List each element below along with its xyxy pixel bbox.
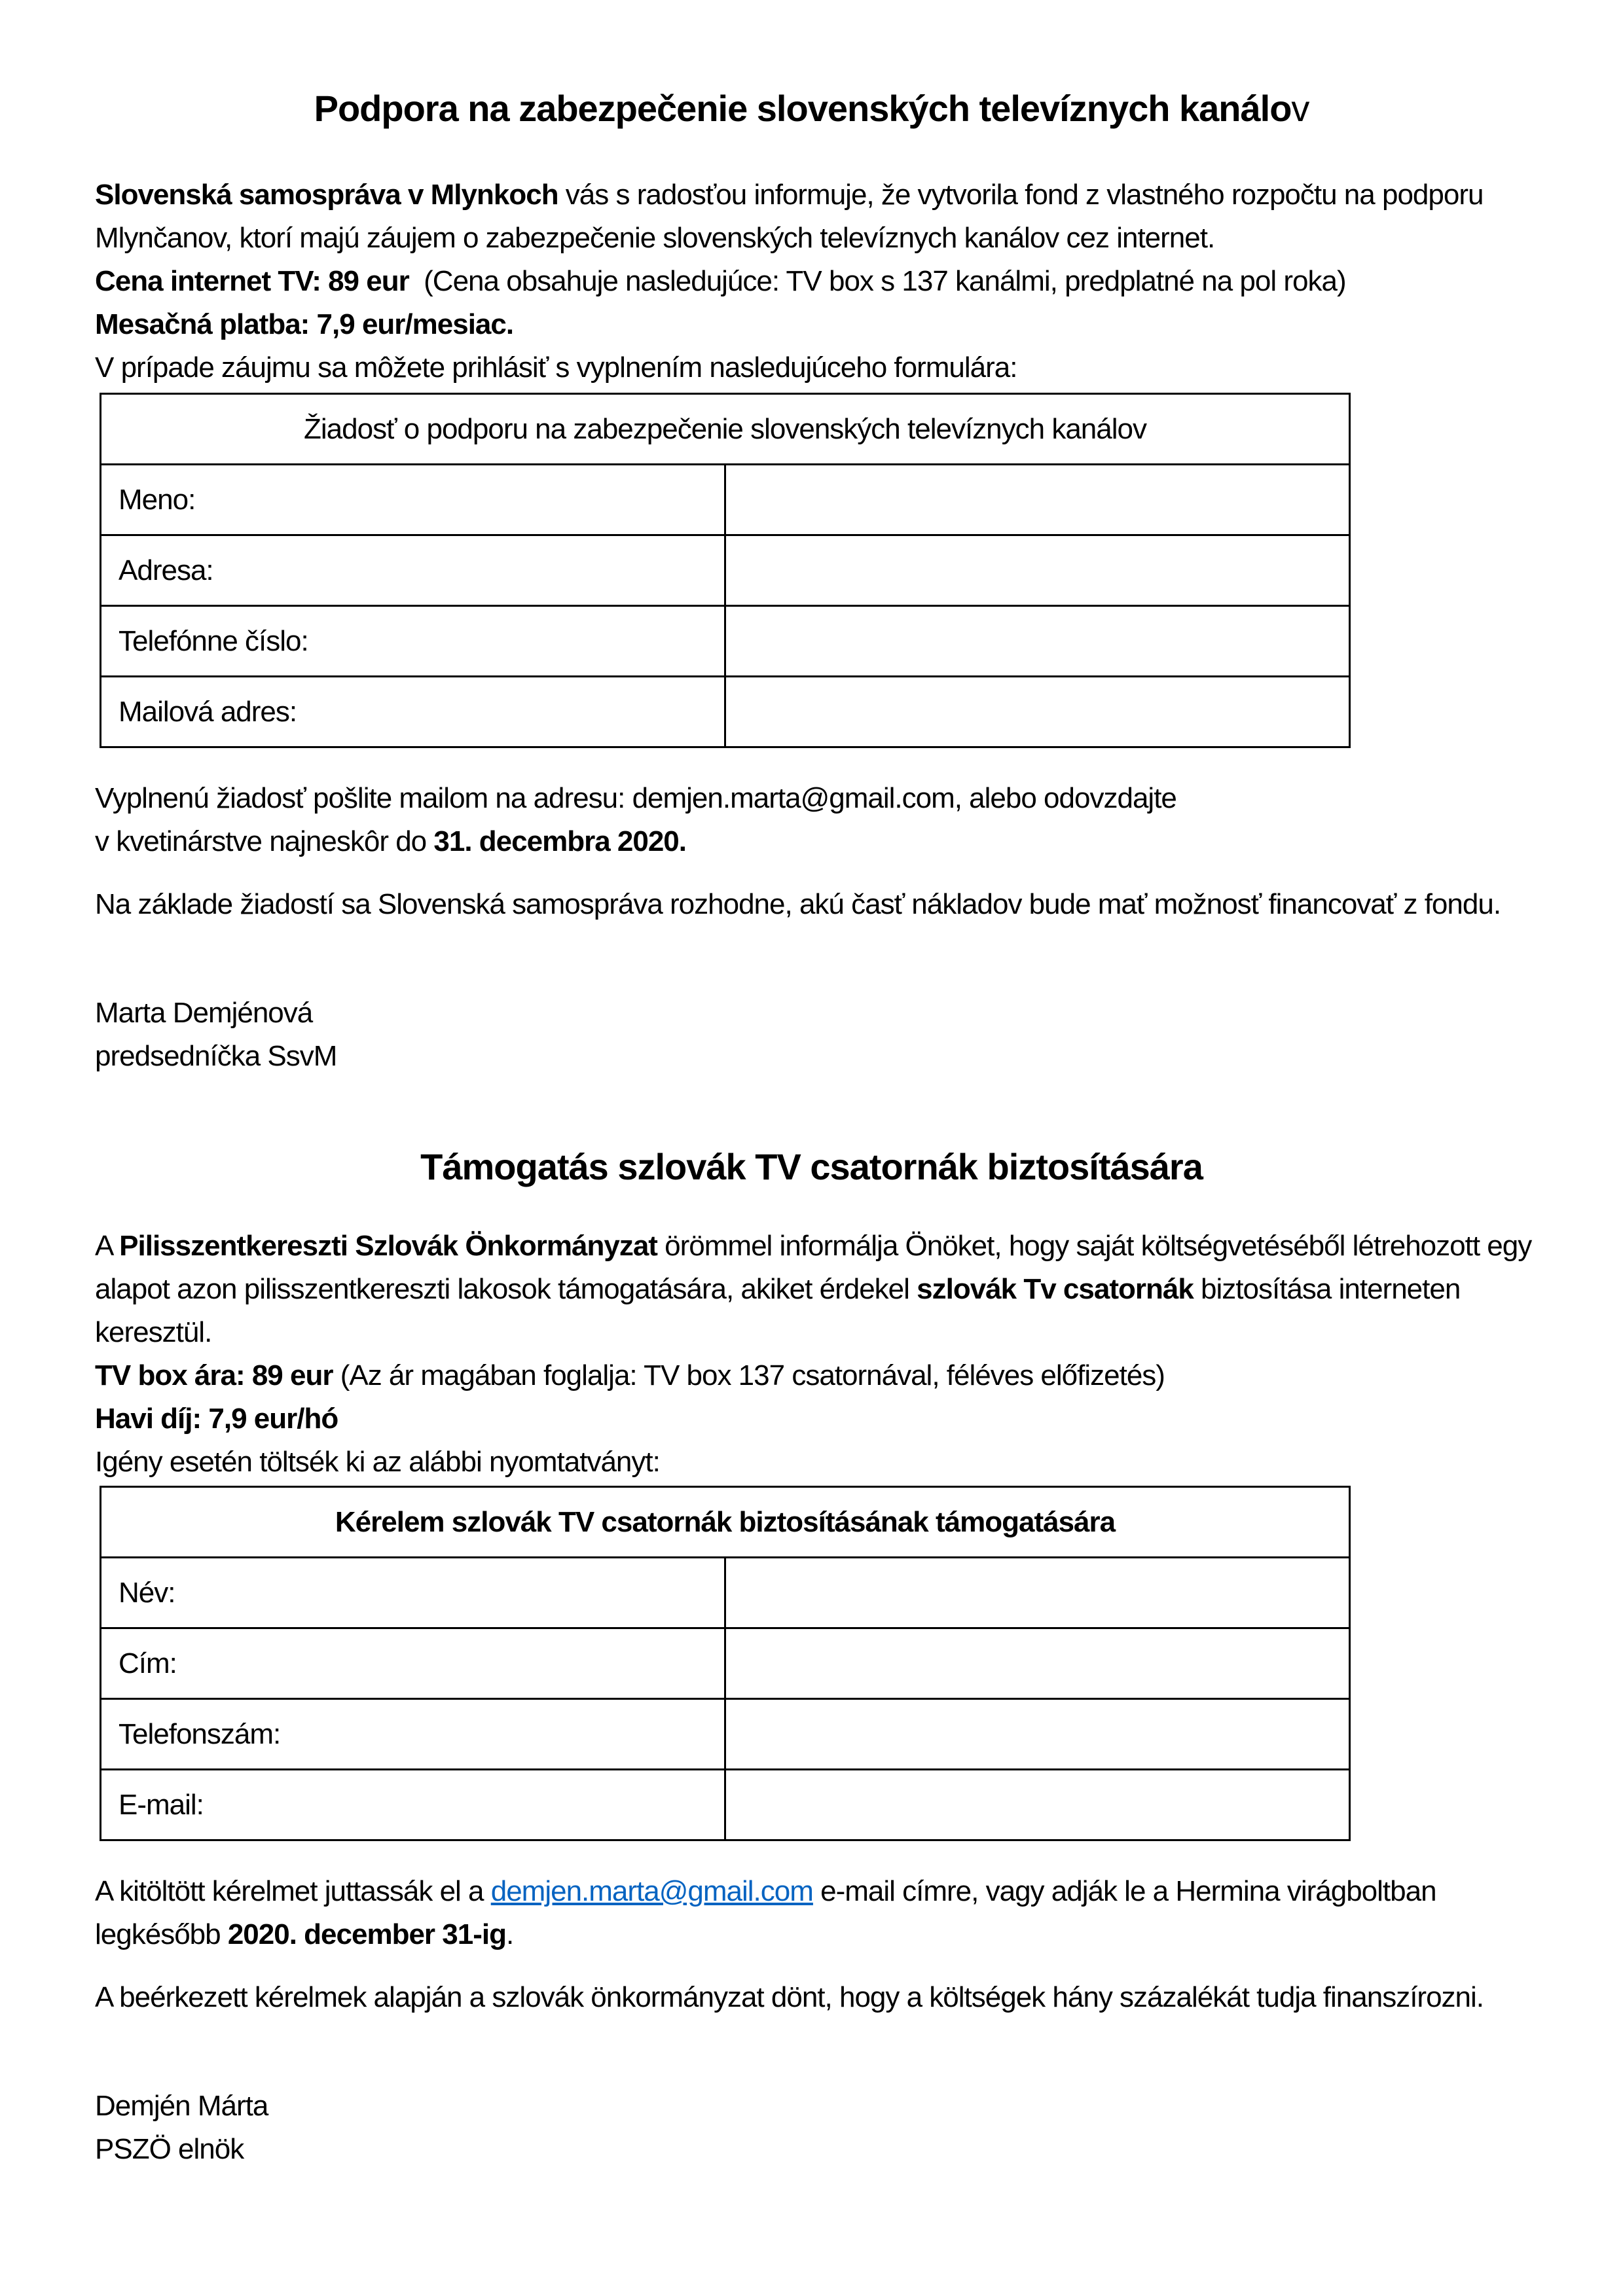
text-run: alapot azon pilisszentkereszti lakosok támogatására, akiket érdekel — [95, 1273, 917, 1305]
paragraph-line — [95, 346, 1528, 389]
label-cell-meno: Meno: — [101, 465, 725, 535]
title-slovak — [95, 85, 1528, 132]
table-row — [101, 535, 1350, 606]
title-slovak-tail: v — [1291, 88, 1309, 129]
label-cell-email: E-mail: — [101, 1770, 725, 1840]
signature-hu — [95, 2085, 1528, 2171]
value-cell-nev[interactable] — [725, 1558, 1350, 1628]
text-run: e-mail címre, vagy adják le a Hermina virágboltban — [812, 1875, 1436, 1907]
text-run: Marta Demjénová — [95, 997, 313, 1029]
signature-name — [95, 2085, 1528, 2128]
table-row — [101, 1487, 1350, 1558]
value-cell-email[interactable] — [725, 1770, 1350, 1840]
text-run: A — [95, 1230, 120, 1262]
paragraph-line — [95, 260, 1528, 303]
label-cell-adresa: Adresa: — [101, 535, 725, 606]
table-row — [101, 606, 1350, 677]
value-cell-telefonszam[interactable] — [725, 1699, 1350, 1770]
table-row — [101, 677, 1350, 747]
text-run: predsedníčka SsvM — [95, 1040, 337, 1072]
paragraph-sk-intro — [95, 173, 1528, 389]
text-run-bold: Cena internet TV: 89 eur — [95, 265, 409, 297]
paragraph-line — [95, 1976, 1528, 2019]
text-run: v kvetinárstve najneskôr do — [95, 825, 434, 857]
paragraph-line — [95, 1441, 1528, 1484]
form-table-sk — [100, 393, 1351, 748]
text-run: vás s radosťou informuje, že vytvorila fond z vlastného rozpočtu na podporu — [558, 179, 1484, 211]
paragraph-line — [95, 820, 1528, 863]
text-run: legkésőbb — [95, 1918, 228, 1950]
title-slovak-bold: Podpora na zabezpečenie slovenských televíznych kanálo — [314, 88, 1292, 129]
paragraph-sk-decision — [95, 883, 1528, 926]
paragraph-line — [95, 1870, 1528, 1913]
table-header-hu: Kérelem szlovák TV csatornák biztosításának támogatására — [101, 1487, 1350, 1558]
text-run: Igény esetén töltsék ki az alábbi nyomtatványt: — [95, 1446, 660, 1478]
text-run: V prípade záujmu sa môžete prihlásiť s vyplnením nasledujúceho formulára: — [95, 351, 1017, 384]
paragraph-line — [95, 1397, 1528, 1441]
paragraph-line — [95, 217, 1528, 260]
signature-sk — [95, 992, 1528, 1078]
table-row — [101, 1699, 1350, 1770]
paragraph-line — [95, 173, 1528, 217]
email-link[interactable]: demjen.marta@gmail.com — [490, 1875, 813, 1907]
table-row — [101, 1628, 1350, 1699]
text-run: biztosítása interneten — [1193, 1273, 1461, 1305]
text-run: örömmel informálja Önöket, hogy saját költségvetéséből létrehozott egy — [657, 1230, 1532, 1262]
text-run-bold: 2020. december 31-ig — [227, 1918, 506, 1950]
table-row — [101, 1558, 1350, 1628]
title-hungarian — [95, 1143, 1528, 1191]
text-run-bold: Havi díj: 7,9 eur/hó — [95, 1403, 338, 1435]
paragraph-hu-submit — [95, 1870, 1528, 1956]
label-cell-telefonszam: Telefonszám: — [101, 1699, 725, 1770]
signature-name — [95, 992, 1528, 1035]
value-cell-meno[interactable] — [725, 465, 1350, 535]
text-run-bold: TV box ára: 89 eur — [95, 1359, 333, 1391]
text-run-bold: Pilisszentkereszti Szlovák Önkormányzat — [119, 1230, 657, 1262]
text-run: (Cena obsahuje nasledujúce: TV box s 137 kanálmi, predplatné na pol roka) — [409, 265, 1346, 297]
text-run: Mlynčanov, ktorí majú záujem o zabezpečenie slovenských televíznych kanálov cez internet. — [95, 222, 1215, 254]
paragraph-line — [95, 1913, 1528, 1956]
paragraph-line — [95, 883, 1528, 926]
label-cell-nev: Név: — [101, 1558, 725, 1628]
paragraph-line — [95, 1311, 1528, 1354]
text-run-bold: Mesačná platba: 7,9 eur/mesiac. — [95, 308, 514, 340]
text-run: A beérkezett kérelmek alapján a szlovák önkormányzat dönt, hogy a költségek hány százalékát tudja finanszírozni. — [95, 1981, 1484, 2013]
text-run: . — [505, 1918, 514, 1950]
paragraph-line — [95, 777, 1528, 820]
text-run: PSZÖ elnök — [95, 2133, 244, 2165]
paragraph-line — [95, 303, 1528, 346]
text-run: keresztül. — [95, 1316, 212, 1348]
label-cell-telefonne-cislo: Telefónne číslo: — [101, 606, 725, 677]
paragraph-hu-decision — [95, 1976, 1528, 2019]
text-run-bold: 31. decembra 2020. — [433, 825, 686, 857]
text-run: Na základe žiadostí sa Slovenská samospráva rozhodne, akú časť nákladov bude mať možnosť financovať z fondu. — [95, 888, 1501, 920]
table-header-sk: Žiadosť o podporu na zabezpečenie slovenských televíznych kanálov — [101, 394, 1350, 465]
text-run-bold: Slovenská samospráva v Mlynkoch — [95, 179, 558, 211]
paragraph-sk-submit — [95, 777, 1528, 863]
paragraph-hu-intro — [95, 1225, 1532, 1484]
value-cell-telefonne-cislo[interactable] — [725, 606, 1350, 677]
value-cell-cim[interactable] — [725, 1628, 1350, 1699]
table-row — [101, 394, 1350, 465]
text-run: Demjén Márta — [95, 2090, 268, 2122]
label-cell-mailova-adres: Mailová adres: — [101, 677, 725, 747]
value-cell-adresa[interactable] — [725, 535, 1350, 606]
title-hungarian-text: Támogatás szlovák TV csatornák biztosítására — [420, 1146, 1203, 1187]
text-run: A kitöltött kérelmet juttassák el a — [95, 1875, 491, 1907]
paragraph-line — [95, 1268, 1528, 1311]
signature-role — [95, 2128, 1528, 2171]
label-cell-cim: Cím: — [101, 1628, 725, 1699]
table-row — [101, 465, 1350, 535]
paragraph-line — [95, 1354, 1528, 1397]
paragraph-line — [95, 1225, 1532, 1268]
signature-role — [95, 1035, 1528, 1078]
form-table-hu — [100, 1486, 1351, 1841]
table-row — [101, 1770, 1350, 1840]
text-run: Vyplnenú žiadosť pošlite mailom na adresu: demjen.marta@gmail.com, alebo odovzdajte — [95, 782, 1176, 814]
text-run-bold: szlovák Tv csatornák — [917, 1273, 1194, 1305]
value-cell-mailova-adres[interactable] — [725, 677, 1350, 747]
text-run: (Az ár magában foglalja: TV box 137 csatornával, féléves előfizetés) — [333, 1359, 1165, 1391]
